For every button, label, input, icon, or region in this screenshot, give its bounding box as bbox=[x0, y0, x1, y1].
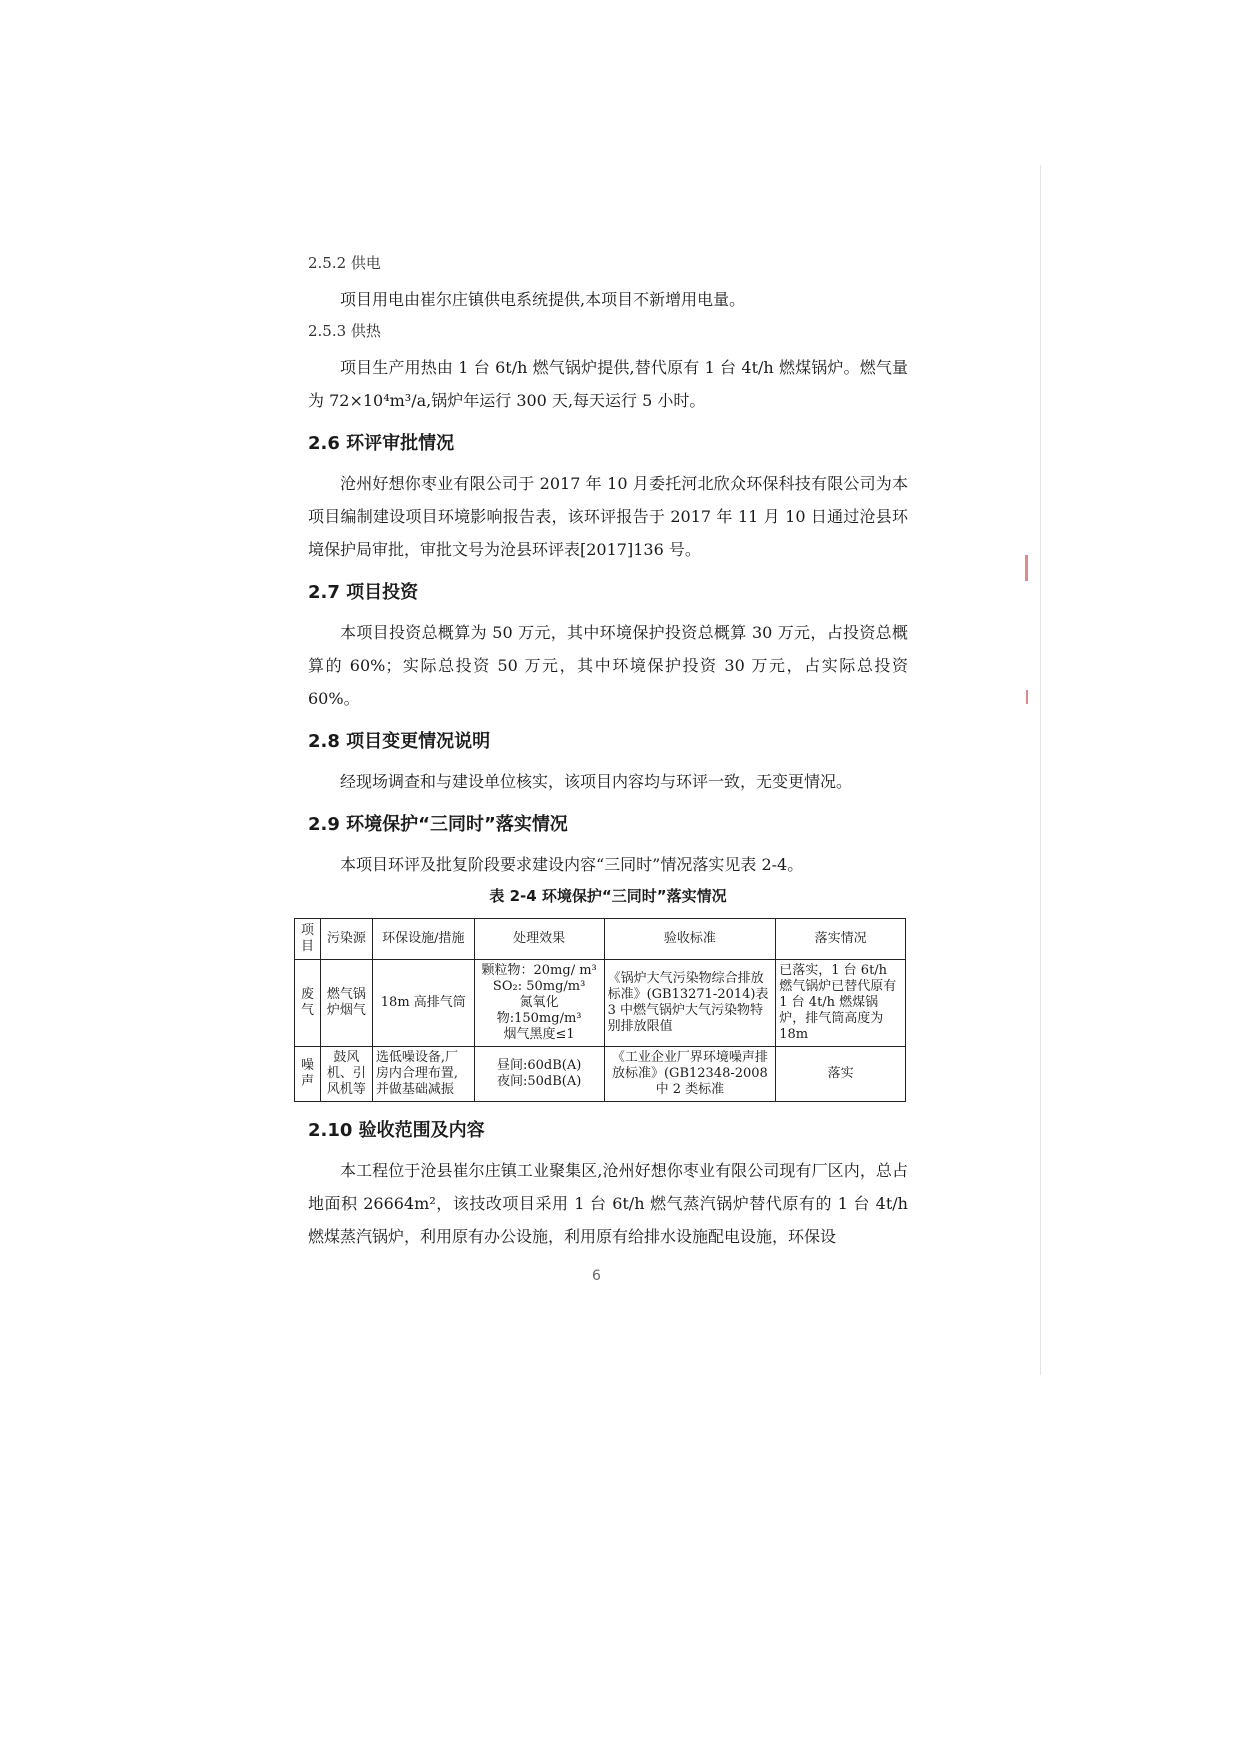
table-cell: 昼间:60dB(A) 夜间:50dB(A) bbox=[474, 1047, 604, 1102]
scan-mark bbox=[1026, 690, 1028, 704]
section-2-9-text: 本项目环评及批复阶段要求建设内容“三同时”情况落实见表 2-4。 bbox=[340, 855, 804, 874]
table-header-row bbox=[295, 919, 906, 960]
table-cell: 燃气锅炉烟气 bbox=[320, 960, 372, 1047]
table-header-cell: 处理效果 bbox=[474, 919, 604, 960]
section-2-5-2-heading: 2.5.2 供电 bbox=[308, 254, 381, 272]
table-row bbox=[295, 960, 906, 1047]
page-number: 6 bbox=[592, 1268, 601, 1284]
section-2-8-text: 经现场调查和与建设单位核实，该项目内容均与环评一致，无变更情况。 bbox=[340, 772, 853, 791]
table-cell: 鼓风机、引风机等 bbox=[320, 1047, 372, 1102]
table-cell: 《工业企业厂界环境噪声排放标准》(GB12348-2008 中 2 类标准 bbox=[604, 1047, 776, 1102]
scan-mark bbox=[1025, 555, 1028, 581]
section-2-5-3-heading: 2.5.3 供热 bbox=[308, 322, 381, 340]
section-2-10-heading: 2.10 验收范围及内容 bbox=[308, 1120, 485, 1141]
table-cell: 《锅炉大气污染物综合排放标准》(GB13271-2014)表 3 中燃气锅炉大气污染物特别排放限值 bbox=[604, 960, 776, 1047]
table-header-cell: 项目 bbox=[295, 919, 321, 960]
table-header-cell: 污染源 bbox=[320, 919, 372, 960]
table-row bbox=[295, 1047, 906, 1102]
table-cell: 落实 bbox=[776, 1047, 906, 1102]
table-header-cell: 验收标准 bbox=[604, 919, 776, 960]
table-cell: 颗粒物：20mg/ m³ SO₂: 50mg/m³ 氮氧化物:150mg/m³ 烟气黑度≤1 bbox=[474, 960, 604, 1047]
section-2-5-3-text: 项目生产用热由 1 台 6t/h 燃气锅炉提供,替代原有 1 台 4t/h 燃煤锅炉。燃气量为 72×10⁴m³/a,锅炉年运行 300 天,每天运行 5 小时。 bbox=[308, 358, 908, 410]
section-2-6-text: 沧州好想你枣业有限公司于 2017 年 10 月委托河北欣众环保科技有限公司为本项目编制建设项目环境影响报告表，该环评报告于 2017 年 11 月 10 日通过沧县环境保护局审批，审批文号为沧县环评表[2017]136 号。 bbox=[308, 474, 908, 559]
table-cell: 选低噪设备,厂房内合理布置,并做基础减振 bbox=[372, 1047, 474, 1102]
document-body bbox=[300, 252, 908, 1257]
table-title: 表 2-4 环境保护“三同时”落实情况 bbox=[489, 887, 727, 905]
section-2-6-heading: 2.6 环评审批情况 bbox=[308, 433, 455, 454]
section-2-5-2-text: 项目用电由崔尔庄镇供电系统提供,本项目不新增用电量。 bbox=[340, 290, 746, 309]
table-cell: 已落实，1 台 6t/h 燃气锅炉已替代原有 1 台 4t/h 燃煤锅炉，排气筒高度为 18m bbox=[776, 960, 906, 1047]
table-cell: 18m 高排气筒 bbox=[372, 960, 474, 1047]
table-header-cell: 落实情况 bbox=[776, 919, 906, 960]
table-cell: 废气 bbox=[295, 960, 321, 1047]
section-2-7-text: 本项目投资总概算为 50 万元，其中环境保护投资总概算 30 万元，占投资总概算的 60%；实际总投资 50 万元，其中环境保护投资 30 万元，占实际总投资 60%。 bbox=[308, 623, 908, 708]
table-cell: 噪声 bbox=[295, 1047, 321, 1102]
page-edge-line bbox=[1040, 165, 1041, 1375]
table-header-cell: 环保设施/措施 bbox=[372, 919, 474, 960]
section-2-8-heading: 2.8 项目变更情况说明 bbox=[308, 731, 491, 752]
section-2-7-heading: 2.7 项目投资 bbox=[308, 582, 419, 603]
section-2-10-text: 本工程位于沧县崔尔庄镇工业聚集区,沧州好想你枣业有限公司现有厂区内，总占地面积 26664m²，该技改项目采用 1 台 6t/h 燃气蒸汽锅炉替代原有的 1 台 4t/h 燃煤蒸汽锅炉，利用原有办公设施，利用原有给排水设施配电设施，环保设 bbox=[308, 1161, 908, 1246]
section-2-9-heading: 2.9 环境保护“三同时”落实情况 bbox=[308, 814, 568, 835]
three-simultaneous-table bbox=[294, 918, 906, 1102]
